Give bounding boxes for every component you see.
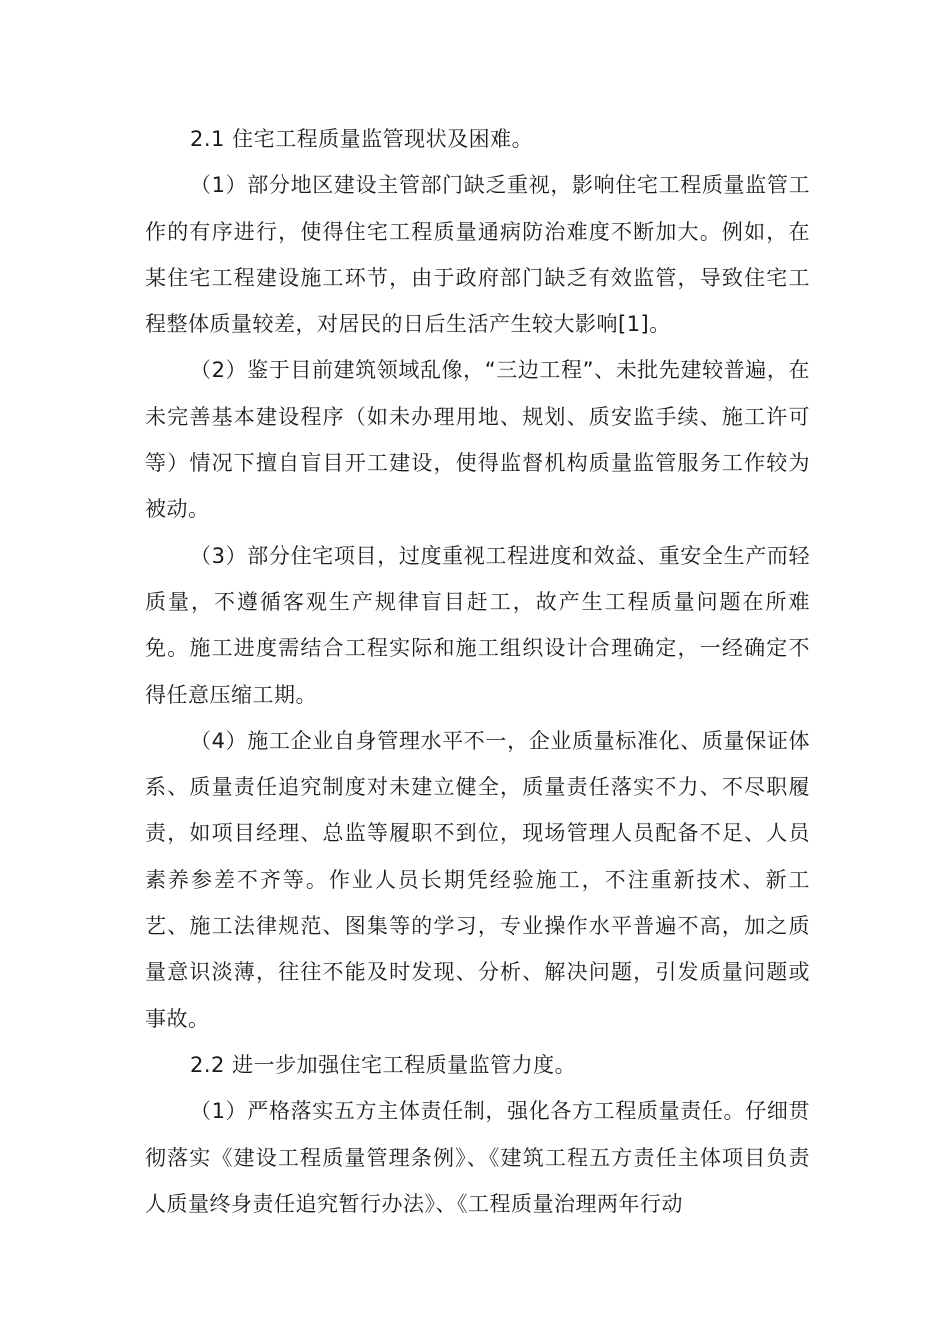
paragraph-3: （3）部分住宅项目，过度重视工程进度和效益、重安全生产而轻质量，不遵循客观生产规律盲目赶工，故产生工程质量问题在所难免。施工进度需结合工程实际和施工组织设计合理确定，一经确定不得任意压缩工期。 xyxy=(145,543,810,707)
section-heading-2-2: 2.2 进一步加强住宅工程质量监管力度。 xyxy=(190,1052,577,1077)
section-heading-2-1: 2.1 住宅工程质量监管现状及困难。 xyxy=(190,127,534,151)
paragraph-2: （2）鉴于目前建筑领域乱像，“三边工程”、未批先建较普遍，在未完善基本建设程序（如未办理用地、规划、质安监手续、施工许可等）情况下擅自盲目开工建设，使得监督机构质量监管服务工作较为被动。 xyxy=(145,358,810,522)
paragraph-1: （1）部分地区建设主管部门缺乏重视，影响住宅工程质量监管工作的有序进行，使得住宅工程质量通病防治难度不断加大。例如，在某住宅工程建设施工环节，由于政府部门缺乏有效监管，导致住宅工程整体质量较差，对居民的日后生活产生较大影响[1]。 xyxy=(145,173,810,337)
paragraph-5: （1）严格落实五方主体责任制，强化各方工程质量责任。仔细贯彻落实《建设工程质量管理条例》、《建筑工程五方责任主体项目负责人质量终身责任追究暂行办法》、《工程质量治理两年行动 xyxy=(145,1099,810,1216)
paragraph-4: （4）施工企业自身管理水平不一，企业质量标准化、质量保证体系、质量责任追究制度对未建立健全，质量责任落实不力、不尽职履责，如项目经理、总监等履职不到位，现场管理人员配备不足、人员素养参差不齐等。作业人员长期凭经验施工，不注重新技术、新工艺、施工法律规范、图集等的学习，专业操作水平普遍不高，加之质量意识淡薄，往往不能及时发现、分析、解决问题，引发质量问题或事故。 xyxy=(145,728,810,1031)
